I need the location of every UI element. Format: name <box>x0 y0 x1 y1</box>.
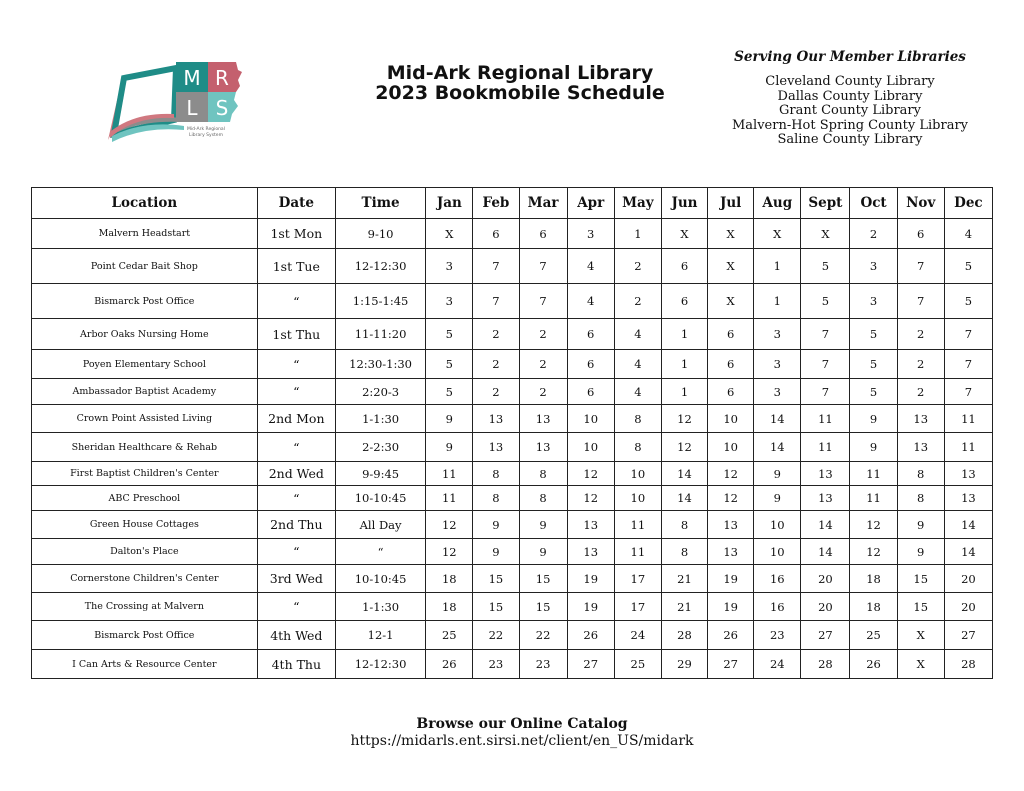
month-cell-mar: 15 <box>519 565 567 593</box>
date-cell: “ <box>257 486 335 511</box>
month-cell-jul: X <box>708 284 754 319</box>
month-cell-dec: 7 <box>944 319 992 350</box>
month-cell-sept: 28 <box>801 650 850 679</box>
month-cell-mar: 13 <box>519 405 567 433</box>
logo-letter-s: S <box>215 96 229 120</box>
month-cell-jun: X <box>661 219 707 249</box>
column-header-oct: Oct <box>850 188 897 219</box>
location-cell: Poyen Elementary School <box>32 350 258 379</box>
member-library: Dallas County Library <box>777 88 923 104</box>
month-cell-jan: 18 <box>426 565 473 593</box>
month-cell-aug: 3 <box>754 350 801 379</box>
month-cell-dec: 11 <box>944 433 992 462</box>
month-cell-jun: 1 <box>661 379 707 405</box>
month-cell-feb: 2 <box>473 379 519 405</box>
month-cell-may: 2 <box>614 284 661 319</box>
month-cell-sept: 20 <box>801 565 850 593</box>
month-cell-aug: 10 <box>754 539 801 565</box>
month-cell-jan: 18 <box>426 593 473 621</box>
month-cell-oct: 9 <box>850 433 897 462</box>
member-libraries <box>725 49 975 148</box>
month-cell-may: 10 <box>614 486 661 511</box>
column-header-jun: Jun <box>661 188 707 219</box>
month-cell-nov: 8 <box>897 486 944 511</box>
column-header-jan: Jan <box>426 188 473 219</box>
month-cell-dec: 7 <box>944 350 992 379</box>
month-cell-jan: 5 <box>426 379 473 405</box>
time-cell: 12-12:30 <box>335 650 425 679</box>
month-cell-apr: 10 <box>567 405 614 433</box>
logo-letter-r: R <box>215 66 229 90</box>
date-cell: 1st Thu <box>257 319 335 350</box>
month-cell-oct: 2 <box>850 219 897 249</box>
month-cell-nov: 7 <box>897 249 944 284</box>
table-row <box>32 621 993 650</box>
month-cell-nov: X <box>897 650 944 679</box>
month-cell-jan: 5 <box>426 350 473 379</box>
date-cell: 3rd Wed <box>257 565 335 593</box>
month-cell-jun: 1 <box>661 319 707 350</box>
month-cell-may: 10 <box>614 462 661 486</box>
date-cell: 4th Wed <box>257 621 335 650</box>
month-cell-mar: 2 <box>519 350 567 379</box>
location-cell: Arbor Oaks Nursing Home <box>32 319 258 350</box>
member-library: Cleveland County Library <box>765 74 935 89</box>
month-cell-oct: 26 <box>850 650 897 679</box>
date-cell: 2nd Thu <box>257 511 335 539</box>
month-cell-feb: 2 <box>473 319 519 350</box>
table-body <box>32 219 993 679</box>
month-cell-feb: 15 <box>473 593 519 621</box>
date-cell: “ <box>257 593 335 621</box>
month-cell-jul: 6 <box>708 319 754 350</box>
month-cell-jun: 28 <box>661 621 707 650</box>
column-header-mar: Mar <box>519 188 567 219</box>
time-cell: 1-1:30 <box>335 593 425 621</box>
time-cell: 1-1:30 <box>335 405 425 433</box>
month-cell-feb: 8 <box>473 462 519 486</box>
month-cell-dec: 20 <box>944 593 992 621</box>
month-cell-sept: 11 <box>801 405 850 433</box>
month-cell-sept: 7 <box>801 379 850 405</box>
page-title <box>340 63 700 103</box>
month-cell-mar: 13 <box>519 433 567 462</box>
location-cell: Dalton's Place <box>32 539 258 565</box>
month-cell-jul: 12 <box>708 462 754 486</box>
month-cell-mar: 9 <box>519 539 567 565</box>
location-cell: Crown Point Assisted Living <box>32 405 258 433</box>
month-cell-jan: X <box>426 219 473 249</box>
month-cell-dec: 7 <box>944 379 992 405</box>
logo-caption-line1: Mid-Ark Regional <box>187 127 225 132</box>
column-header-aug: Aug <box>754 188 801 219</box>
month-cell-oct: 11 <box>850 462 897 486</box>
time-cell: 2-2:30 <box>335 433 425 462</box>
table-row <box>32 219 993 249</box>
month-cell-aug: 16 <box>754 565 801 593</box>
month-cell-mar: 15 <box>519 593 567 621</box>
time-cell: 9-10 <box>335 219 425 249</box>
month-cell-may: 17 <box>614 593 661 621</box>
table-row <box>32 486 993 511</box>
location-cell: I Can Arts & Resource Center <box>32 650 258 679</box>
month-cell-feb: 9 <box>473 511 519 539</box>
month-cell-apr: 4 <box>567 249 614 284</box>
month-cell-jul: 26 <box>708 621 754 650</box>
month-cell-may: 11 <box>614 539 661 565</box>
month-cell-dec: 28 <box>944 650 992 679</box>
browse-catalog-label: Browse our Online Catalog <box>416 716 628 732</box>
table-row <box>32 284 993 319</box>
month-cell-jan: 9 <box>426 405 473 433</box>
month-cell-nov: X <box>897 621 944 650</box>
month-cell-jun: 12 <box>661 405 707 433</box>
month-cell-jun: 8 <box>661 511 707 539</box>
month-cell-feb: 7 <box>473 249 519 284</box>
month-cell-sept: 27 <box>801 621 850 650</box>
month-cell-mar: 23 <box>519 650 567 679</box>
month-cell-sept: 13 <box>801 462 850 486</box>
month-cell-may: 4 <box>614 379 661 405</box>
column-header-apr: Apr <box>567 188 614 219</box>
month-cell-feb: 22 <box>473 621 519 650</box>
month-cell-jul: 12 <box>708 486 754 511</box>
title-line-1: Mid-Ark Regional Library <box>386 62 654 84</box>
month-cell-mar: 6 <box>519 219 567 249</box>
month-cell-apr: 26 <box>567 621 614 650</box>
table-row <box>32 539 993 565</box>
date-cell: “ <box>257 433 335 462</box>
month-cell-apr: 6 <box>567 350 614 379</box>
month-cell-jun: 14 <box>661 486 707 511</box>
logo-graphic <box>104 56 246 146</box>
time-cell: 2:20-3 <box>335 379 425 405</box>
month-cell-nov: 15 <box>897 593 944 621</box>
month-cell-nov: 2 <box>897 379 944 405</box>
month-cell-aug: 14 <box>754 405 801 433</box>
month-cell-oct: 12 <box>850 539 897 565</box>
month-cell-feb: 2 <box>473 350 519 379</box>
date-cell: 2nd Wed <box>257 462 335 486</box>
month-cell-mar: 2 <box>519 319 567 350</box>
month-cell-aug: 3 <box>754 319 801 350</box>
month-cell-dec: 14 <box>944 511 992 539</box>
month-cell-jan: 3 <box>426 284 473 319</box>
month-cell-feb: 23 <box>473 650 519 679</box>
month-cell-oct: 3 <box>850 284 897 319</box>
table-row <box>32 405 993 433</box>
time-cell: 10-10:45 <box>335 565 425 593</box>
location-cell: Bismarck Post Office <box>32 621 258 650</box>
location-cell: Point Cedar Bait Shop <box>32 249 258 284</box>
month-cell-nov: 13 <box>897 405 944 433</box>
month-cell-apr: 27 <box>567 650 614 679</box>
month-cell-aug: 3 <box>754 379 801 405</box>
table-row <box>32 565 993 593</box>
month-cell-apr: 12 <box>567 462 614 486</box>
month-cell-oct: 11 <box>850 486 897 511</box>
month-cell-dec: 20 <box>944 565 992 593</box>
month-cell-dec: 14 <box>944 539 992 565</box>
time-cell: “ <box>335 539 425 565</box>
month-cell-sept: 7 <box>801 350 850 379</box>
column-header-sept: Sept <box>801 188 850 219</box>
month-cell-feb: 7 <box>473 284 519 319</box>
month-cell-apr: 13 <box>567 539 614 565</box>
month-cell-apr: 6 <box>567 319 614 350</box>
month-cell-aug: 9 <box>754 462 801 486</box>
month-cell-nov: 6 <box>897 219 944 249</box>
title-line-2: 2023 Bookmobile Schedule <box>375 82 665 104</box>
month-cell-jun: 21 <box>661 565 707 593</box>
month-cell-apr: 19 <box>567 565 614 593</box>
location-cell: The Crossing at Malvern <box>32 593 258 621</box>
table-row <box>32 593 993 621</box>
location-cell: Cornerstone Children's Center <box>32 565 258 593</box>
time-cell: 12:30-1:30 <box>335 350 425 379</box>
member-library: Malvern-Hot Spring County Library <box>731 117 969 133</box>
month-cell-jul: 19 <box>708 565 754 593</box>
month-cell-dec: 13 <box>944 486 992 511</box>
month-cell-sept: 13 <box>801 486 850 511</box>
table-row <box>32 249 993 284</box>
month-cell-sept: 7 <box>801 319 850 350</box>
column-header-date: Date <box>257 188 335 219</box>
month-cell-may: 24 <box>614 621 661 650</box>
month-cell-jun: 1 <box>661 350 707 379</box>
mrls-logo <box>104 56 246 146</box>
month-cell-jun: 6 <box>661 284 707 319</box>
time-cell: 1:15-1:45 <box>335 284 425 319</box>
time-cell: 11-11:20 <box>335 319 425 350</box>
month-cell-oct: 12 <box>850 511 897 539</box>
month-cell-jul: X <box>708 249 754 284</box>
month-cell-apr: 19 <box>567 593 614 621</box>
month-cell-aug: 1 <box>754 284 801 319</box>
month-cell-mar: 22 <box>519 621 567 650</box>
location-cell: Malvern Headstart <box>32 219 258 249</box>
location-cell: Green House Cottages <box>32 511 258 539</box>
logo-letter-m: M <box>183 66 201 90</box>
member-libraries-heading: Serving Our Member Libraries <box>734 49 966 65</box>
month-cell-sept: X <box>801 219 850 249</box>
month-cell-sept: 14 <box>801 511 850 539</box>
month-cell-jul: 10 <box>708 405 754 433</box>
month-cell-may: 1 <box>614 219 661 249</box>
date-cell: 1st Mon <box>257 219 335 249</box>
date-cell: 4th Thu <box>257 650 335 679</box>
month-cell-mar: 7 <box>519 249 567 284</box>
month-cell-mar: 8 <box>519 462 567 486</box>
month-cell-sept: 14 <box>801 539 850 565</box>
month-cell-jan: 12 <box>426 539 473 565</box>
month-cell-oct: 9 <box>850 405 897 433</box>
month-cell-nov: 9 <box>897 539 944 565</box>
month-cell-aug: 9 <box>754 486 801 511</box>
time-cell: All Day <box>335 511 425 539</box>
table-row <box>32 350 993 379</box>
month-cell-aug: 16 <box>754 593 801 621</box>
schedule-table <box>31 187 993 679</box>
month-cell-jan: 3 <box>426 249 473 284</box>
month-cell-dec: 11 <box>944 405 992 433</box>
month-cell-dec: 27 <box>944 621 992 650</box>
logo-caption-line2: Library System <box>189 133 223 138</box>
month-cell-sept: 5 <box>801 249 850 284</box>
month-cell-may: 17 <box>614 565 661 593</box>
column-header-may: May <box>614 188 661 219</box>
month-cell-may: 4 <box>614 350 661 379</box>
time-cell: 12-12:30 <box>335 249 425 284</box>
month-cell-jul: 6 <box>708 379 754 405</box>
date-cell: “ <box>257 350 335 379</box>
column-header-nov: Nov <box>897 188 944 219</box>
month-cell-sept: 11 <box>801 433 850 462</box>
month-cell-jul: 10 <box>708 433 754 462</box>
month-cell-oct: 5 <box>850 350 897 379</box>
month-cell-jan: 26 <box>426 650 473 679</box>
column-header-feb: Feb <box>473 188 519 219</box>
month-cell-aug: X <box>754 219 801 249</box>
month-cell-sept: 20 <box>801 593 850 621</box>
table-row <box>32 462 993 486</box>
month-cell-aug: 1 <box>754 249 801 284</box>
month-cell-jan: 11 <box>426 462 473 486</box>
month-cell-mar: 7 <box>519 284 567 319</box>
month-cell-oct: 5 <box>850 319 897 350</box>
member-library: Saline County Library <box>777 132 923 147</box>
month-cell-dec: 4 <box>944 219 992 249</box>
month-cell-apr: 6 <box>567 379 614 405</box>
month-cell-oct: 18 <box>850 593 897 621</box>
month-cell-apr: 12 <box>567 486 614 511</box>
date-cell: “ <box>257 379 335 405</box>
month-cell-dec: 5 <box>944 284 992 319</box>
month-cell-jul: 13 <box>708 539 754 565</box>
month-cell-apr: 3 <box>567 219 614 249</box>
date-cell: 1st Tue <box>257 249 335 284</box>
month-cell-jan: 11 <box>426 486 473 511</box>
month-cell-feb: 15 <box>473 565 519 593</box>
month-cell-nov: 8 <box>897 462 944 486</box>
time-cell: 9-9:45 <box>335 462 425 486</box>
month-cell-aug: 14 <box>754 433 801 462</box>
table-row <box>32 650 993 679</box>
month-cell-may: 8 <box>614 433 661 462</box>
month-cell-jan: 9 <box>426 433 473 462</box>
month-cell-dec: 5 <box>944 249 992 284</box>
month-cell-may: 25 <box>614 650 661 679</box>
month-cell-feb: 6 <box>473 219 519 249</box>
month-cell-jan: 5 <box>426 319 473 350</box>
member-library: Grant County Library <box>779 103 921 118</box>
month-cell-may: 11 <box>614 511 661 539</box>
month-cell-sept: 5 <box>801 284 850 319</box>
column-header-time: Time <box>335 188 425 219</box>
date-cell: “ <box>257 284 335 319</box>
month-cell-aug: 24 <box>754 650 801 679</box>
month-cell-oct: 3 <box>850 249 897 284</box>
month-cell-jan: 12 <box>426 511 473 539</box>
month-cell-may: 8 <box>614 405 661 433</box>
month-cell-feb: 13 <box>473 433 519 462</box>
date-cell: “ <box>257 539 335 565</box>
location-cell: First Baptist Children's Center <box>32 462 258 486</box>
month-cell-jun: 21 <box>661 593 707 621</box>
location-cell: Ambassador Baptist Academy <box>32 379 258 405</box>
month-cell-aug: 10 <box>754 511 801 539</box>
location-cell: Sheridan Healthcare & Rehab <box>32 433 258 462</box>
month-cell-feb: 13 <box>473 405 519 433</box>
month-cell-jan: 25 <box>426 621 473 650</box>
column-header-jul: Jul <box>708 188 754 219</box>
time-cell: 12-1 <box>335 621 425 650</box>
month-cell-mar: 8 <box>519 486 567 511</box>
footer <box>262 716 782 750</box>
month-cell-mar: 9 <box>519 511 567 539</box>
month-cell-nov: 15 <box>897 565 944 593</box>
location-cell: Bismarck Post Office <box>32 284 258 319</box>
month-cell-jun: 14 <box>661 462 707 486</box>
month-cell-jul: X <box>708 219 754 249</box>
month-cell-nov: 7 <box>897 284 944 319</box>
table-row <box>32 319 993 350</box>
month-cell-nov: 2 <box>897 319 944 350</box>
location-cell: ABC Preschool <box>32 486 258 511</box>
month-cell-jun: 6 <box>661 249 707 284</box>
catalog-url-link[interactable]: https://midarls.ent.sirsi.net/client/en_US/midark <box>350 733 694 749</box>
table-row <box>32 433 993 462</box>
month-cell-jun: 12 <box>661 433 707 462</box>
month-cell-oct: 18 <box>850 565 897 593</box>
logo-letter-l: L <box>186 96 198 120</box>
month-cell-dec: 13 <box>944 462 992 486</box>
time-cell: 10-10:45 <box>335 486 425 511</box>
month-cell-apr: 13 <box>567 511 614 539</box>
table-row <box>32 379 993 405</box>
column-header-dec: Dec <box>944 188 992 219</box>
month-cell-jul: 27 <box>708 650 754 679</box>
month-cell-jul: 6 <box>708 350 754 379</box>
table-row <box>32 511 993 539</box>
month-cell-jun: 29 <box>661 650 707 679</box>
month-cell-oct: 25 <box>850 621 897 650</box>
month-cell-jul: 19 <box>708 593 754 621</box>
month-cell-nov: 2 <box>897 350 944 379</box>
month-cell-jul: 13 <box>708 511 754 539</box>
month-cell-apr: 4 <box>567 284 614 319</box>
column-header-location: Location <box>32 188 258 219</box>
month-cell-jun: 8 <box>661 539 707 565</box>
month-cell-nov: 13 <box>897 433 944 462</box>
table-header-row <box>32 188 993 219</box>
month-cell-may: 2 <box>614 249 661 284</box>
month-cell-aug: 23 <box>754 621 801 650</box>
month-cell-apr: 10 <box>567 433 614 462</box>
month-cell-nov: 9 <box>897 511 944 539</box>
month-cell-oct: 5 <box>850 379 897 405</box>
month-cell-mar: 2 <box>519 379 567 405</box>
month-cell-feb: 8 <box>473 486 519 511</box>
month-cell-feb: 9 <box>473 539 519 565</box>
month-cell-may: 4 <box>614 319 661 350</box>
date-cell: 2nd Mon <box>257 405 335 433</box>
